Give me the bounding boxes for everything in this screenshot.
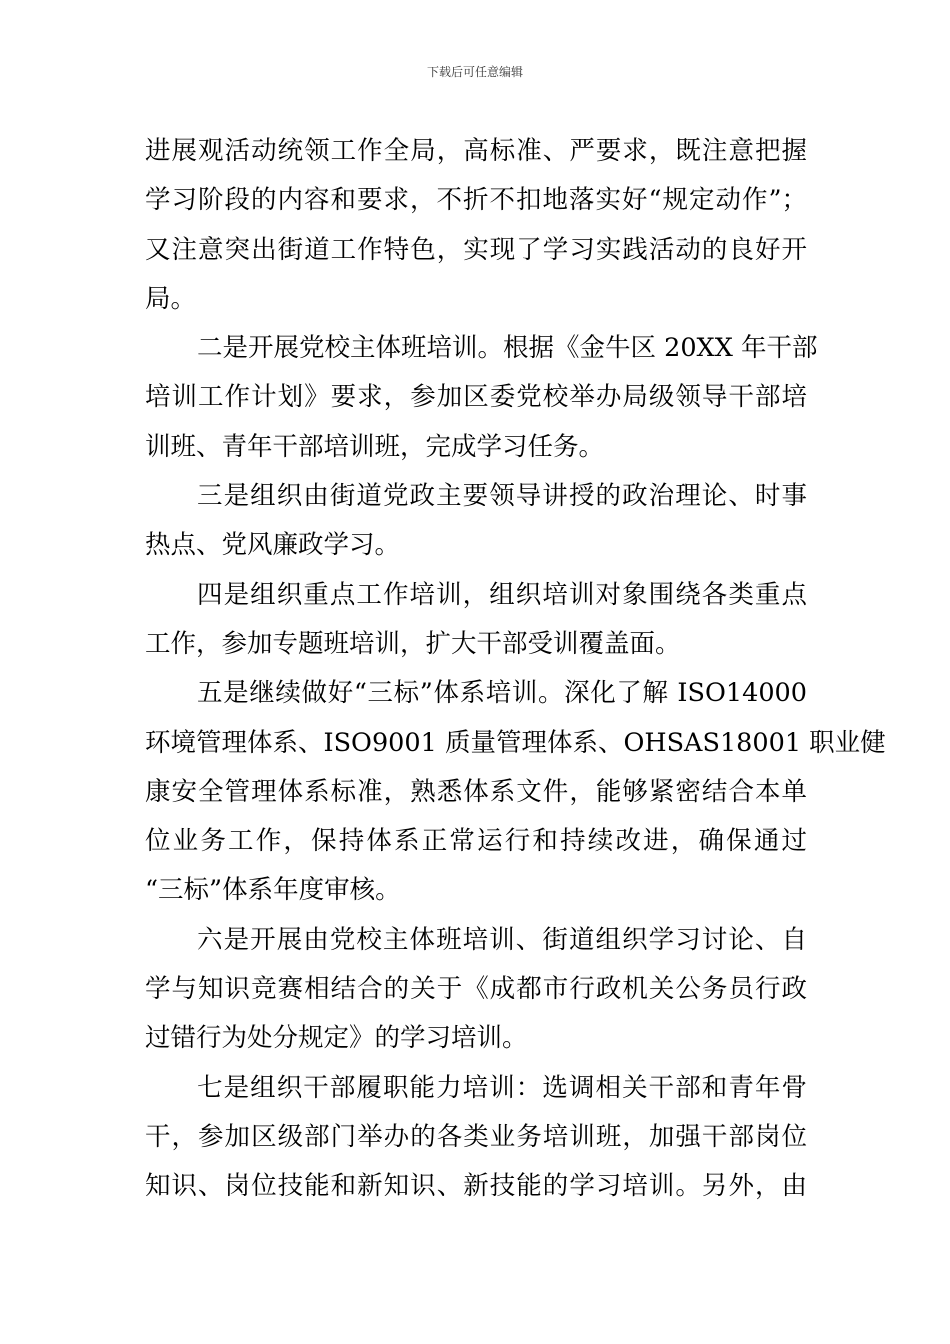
paragraph	[145, 1064, 807, 1212]
text-line: 七是组织干部履职能力培训：选调相关干部和青年骨	[197, 1072, 807, 1103]
text-line: 局。	[145, 283, 197, 314]
text-line: 学习阶段的内容和要求，不折不扣地落实好“规定动作”；	[145, 185, 807, 216]
text-line: 位业务工作，保持体系正常运行和持续改进，确保通过	[145, 826, 807, 857]
text-line: 进展观活动统领工作全局，高标准、严要求，既注意把握	[145, 136, 807, 166]
paragraph	[145, 571, 807, 670]
paragraph	[145, 324, 818, 472]
page-header: 下载后可任意编辑	[426, 65, 523, 79]
text-line: 过错行为处分规定》的学习培训。	[145, 1023, 528, 1054]
text-line: 培训工作计划》要求，参加区委党校举办局级领导干部培	[145, 382, 807, 413]
text-line: 康安全管理体系标准，熟悉体系文件，能够紧密结合本单	[145, 776, 807, 807]
paragraph	[145, 127, 807, 324]
text-line: 三是组织由街道党政主要领导讲授的政治理论、时事	[197, 481, 807, 512]
paragraph	[145, 669, 886, 915]
text-line: 二是开展党校主体班培训。根据《金牛区 20XX 年干部	[197, 333, 818, 364]
text-line: 知识、岗位技能和新知识、新技能的学习培训。另外，由	[145, 1171, 807, 1202]
text-line: 又注意突出街道工作特色，实现了学习实践活动的良好开	[145, 234, 807, 265]
text-line: 学与知识竞赛相结合的关于《成都市行政机关公务员行政	[145, 974, 807, 1005]
text-line: 热点、党风廉政学习。	[145, 530, 401, 561]
text-line: 训班、青年干部培训班，完成学习任务。	[145, 431, 605, 462]
paragraph	[145, 472, 807, 571]
text-line: “三标”体系年度审核。	[145, 875, 401, 906]
paragraph	[145, 916, 807, 1064]
text-line: 六是开展由党校主体班培训、街道组织学习讨论、自	[197, 924, 807, 955]
text-line: 四是组织重点工作培训，组织培训对象围绕各类重点	[197, 579, 807, 610]
text-line: 环境管理体系、ISO9001 质量管理体系、OHSAS18001 职业健	[145, 727, 886, 758]
text-line: 干，参加区级部门举办的各类业务培训班，加强干部岗位	[145, 1121, 807, 1152]
document-body	[145, 127, 886, 1212]
text-line: 五是继续做好“三标”体系培训。深化了解 ISO14000	[197, 678, 807, 709]
text-line: 工作，参加专题班培训，扩大干部受训覆盖面。	[145, 628, 681, 659]
